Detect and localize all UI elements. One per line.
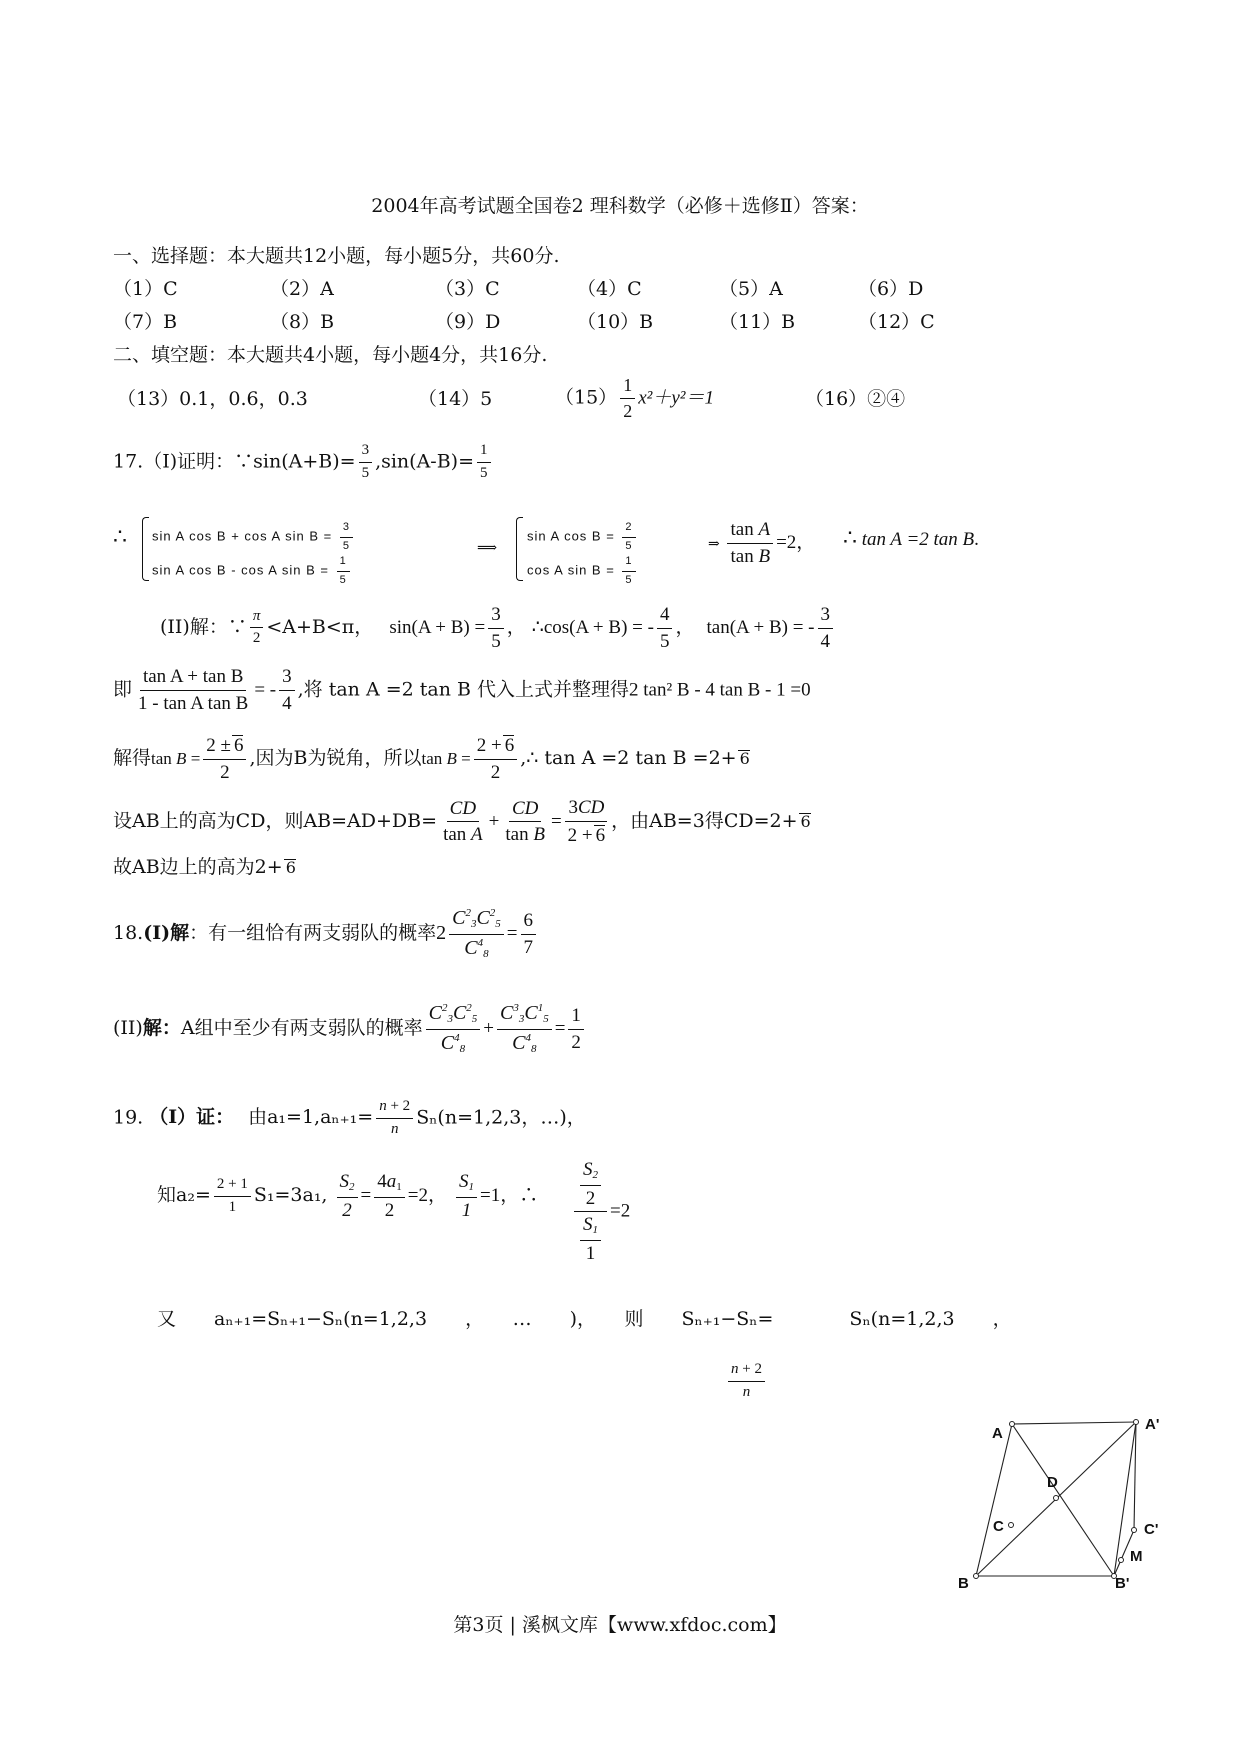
quadratic-equation: 2 tan² B - 4 tan B - 1 =0 [629, 679, 811, 701]
q17-part2-range: <A+B<π， [266, 615, 374, 638]
q18-part2: (II)解：A组中至少有两支弱队的概率 $\frac{C^2_3C^2_5}{C^4_8}$ + $\frac{C^3_3C^1_5}{C^4_8}$ = $\frac{1}{2}$ [113, 1003, 587, 1055]
conclusion-text: 故AB边上的高为2+ [113, 856, 283, 878]
ji-label: 即 [113, 678, 133, 701]
tan-ratio: ⇒ $\frac{\text{tan A}}{\text{tan B}}$ =2， [708, 519, 816, 567]
q18-number: 18. [113, 922, 144, 945]
q19-line3: 又 aₙ₊₁=Sₙ₊₁−Sₙ(n=1,2,3 ， … )， 则 Sₙ₊₁−Sₙ= Sₙ(n=1,2,3 ， [157, 1308, 1012, 1330]
solve-prefix: 解得 [113, 746, 152, 769]
q19-number: 19. [113, 1106, 144, 1129]
label-a1: A' [1145, 1416, 1160, 1433]
left-brace [142, 517, 149, 581]
sqrt-6: 6 [800, 811, 811, 831]
implies-arrow: ⟹ [477, 540, 498, 556]
q17-part2-prefix: (II)解：∵ [160, 615, 247, 638]
diagonal-a-b1 [1012, 1424, 1114, 1576]
q19-line2: 知a₂= $\frac{2 + 1}{1}$ S₁=3a₁, $\frac{S_2}{2}$ = $\frac{4a_1}{2}$ =2， $\frac{S_1}{1}$ =1，∴ [157, 1171, 539, 1221]
q19-line2-prefix: 知a₂= [157, 1184, 211, 1207]
q17-height-line: 设AB上的高为CD，则AB=AD+DB= $\frac{CD}{\text{tan A}}$ + $\frac{CD}{\text{tan B}}$ = $\frac{3CD}{2 + 6}$ ，由AB=3得CD=2+ 6 [113, 797, 811, 846]
q17-part2-line: (II)解：∵ $\frac{\pi}{2}$ <A+B<π， sin(A + B) = $\frac{3}{5}$ ， ∴cos(A + B) = - $\frac{4}{5}$ ， tan(A + B) = - $\frac{3}{4}$ [160, 605, 836, 652]
q18-part1-text: ：有一组恰有两支弱队的概率 [189, 922, 437, 945]
substitute-text: ,将 tan A =2 tan B 代入上式并整理得 [297, 678, 629, 701]
system2-row1-text: sin A cos B = [527, 528, 620, 544]
compound-fraction: $\frac{\frac{S_2}{2}}{\frac{S_1}{1}}$ =2 [571, 1160, 630, 1264]
sqrt-6: 6 [285, 858, 296, 877]
fill-answer-15-label: （15） [555, 386, 618, 409]
sin-expr: sin(A + B) = [389, 616, 486, 638]
left-brace [516, 517, 523, 581]
sqrt-6: 6 [595, 824, 606, 846]
answer-item: （8）B [270, 311, 335, 333]
q19-label: （I）证： [149, 1106, 235, 1129]
q17-line1-prefix: 17.（I)证明：∵sin(A+B)= [113, 450, 356, 473]
answer-item: （9）D [435, 311, 501, 333]
q18-part2-prefix: (II) [113, 1017, 143, 1040]
point-a [1010, 1422, 1015, 1427]
section1-heading: 一、选择题：本大题共12小题，每小题5分，共60分. [113, 245, 560, 267]
q17-conclusion [113, 858, 296, 877]
answer-item: （5）A [719, 278, 783, 300]
label-a: A [992, 1425, 1003, 1442]
edge-a-a1 [1012, 1422, 1136, 1424]
q17-result1: ∴ tan A =2 tan B. [843, 525, 979, 550]
edge-a-b [976, 1424, 1012, 1576]
system2-row1: sin A cos B = $\frac{2}{5}$ [527, 522, 639, 552]
answer-item: （4）C [577, 278, 642, 300]
q19-line1: 19. （I）证： 由a₁=1,aₙ₊₁= $\frac{n + 2}{n}$ Sₙ(n=1,2,3，…)， [113, 1098, 586, 1137]
system1-row1: sin A cos B + cos A sin B = $\frac{3}{5}$ [152, 522, 356, 552]
height-tail: ，由AB=3得CD=2+ [611, 809, 798, 832]
label-b1: B' [1115, 1575, 1130, 1592]
q19-line2-mid: S₁=3a₁, [253, 1184, 328, 1207]
page-title: 2004年高考试题全国卷2 理科数学（必修＋选修Ⅱ）答案： [371, 195, 869, 217]
tan-sum-numerator: tan A + tan B [140, 667, 246, 691]
height-prefix: 设AB上的高为CD，则AB=AD+DB= [113, 809, 438, 832]
point-a1 [1134, 1420, 1139, 1425]
point-d [1054, 1496, 1059, 1501]
q17-line1-mid: ,sin(A-B)= [375, 450, 475, 473]
system1-row1-text: sin A cos B + cos A sin B = [152, 528, 337, 544]
sqrt-6: 6 [233, 735, 244, 756]
point-m [1119, 1558, 1124, 1563]
section2-heading: 二、填空题：本大题共4小题，每小题4分，共16分. [113, 344, 548, 366]
fill-answer-16: （16）②④ [805, 388, 906, 410]
edge-a1-c1 [1134, 1422, 1136, 1530]
answer-item: （2）A [270, 278, 334, 300]
q19-line1-tail: Sₙ(n=1,2,3，…)， [416, 1106, 586, 1129]
therefore-symbol: ∴ [113, 525, 127, 550]
point-b [974, 1574, 979, 1579]
q19-fraction: $\frac{n + 2}{n}$ [725, 1362, 768, 1401]
answer-item: （10）B [577, 311, 654, 333]
system1-row2-text: sin A cos B - cos A sin B = [152, 562, 334, 578]
label-m: M [1130, 1548, 1143, 1565]
q19-line1-text: 由a₁=1,aₙ₊₁= [248, 1106, 374, 1129]
sqrt-6: 6 [739, 748, 750, 768]
point-c [1009, 1523, 1014, 1528]
fill-answer-14: （14）5 [418, 388, 493, 410]
system2-row2-text: cos A sin B = [527, 562, 620, 578]
system1-row2: sin A cos B - cos A sin B = $\frac{1}{5}$ [152, 556, 353, 586]
geometry-figure [950, 1410, 1190, 1595]
equals-negative: = - [254, 679, 277, 701]
label-b: B [958, 1575, 969, 1592]
q17-result1-text: tan A =2 tan B [861, 529, 975, 550]
q18-part2-text: A组中至少有两支弱队的概率 [180, 1017, 423, 1040]
page-footer: 第3页 | 溪枫文库【www.xfdoc.com】 [453, 1614, 787, 1636]
q17-tan-sum-line: 即 $\frac{\text{tan A + tan B}}{\text{1 - tan A tan B}}$ = - $\frac{3}{4}$ ,将 tan A =2 tan B 代入上式并整理得2 tan² B - 4 tan B - 1 =0 [113, 666, 811, 714]
q17-line1: 17.（I)证明：∵sin(A+B)= $\frac{3}{5}$ ,sin(A-B)= $\frac{1}{5}$ [113, 443, 494, 482]
answer-item: （12）C [858, 311, 935, 333]
answer-item: （11）B [719, 311, 796, 333]
answer-item: （1）C [113, 278, 178, 300]
answer-item: （3）C [435, 278, 500, 300]
q18-part1-label: (I)解 [143, 922, 190, 945]
q17-solve-line: 解得tan B = $\frac{2 \pm 6}{2}$ ,因为B为锐角，所以tan B = $\frac{2 + 6}{2}$ ,∴ tan A =2 tan B =2+ 6 [113, 735, 750, 783]
cos-expr: ∴cos(A + B) = - [531, 616, 654, 638]
answer-item: （7）B [113, 311, 178, 333]
fill-answer-13: （13）0.1，0.6，0.3 [117, 388, 308, 410]
solve-mid: ,因为B为锐角，所以 [249, 746, 422, 769]
sqrt-6: 6 [504, 735, 515, 756]
label-c1: C' [1144, 1521, 1159, 1538]
system2-row2: cos A sin B = $\frac{1}{5}$ [527, 556, 639, 586]
label-c: C [993, 1518, 1004, 1535]
q18-part1: 18.(I)解：有一组恰有两支弱队的概率2 $\frac{C^2_3C^2_5}{C^4_8}$ = $\frac{6}{7}$ [113, 908, 539, 960]
solve-tail: ,∴ tan A =2 tan B =2+ [520, 746, 737, 769]
fill-answer-15-expr: x²＋y²＝1 [638, 387, 714, 409]
tan-sum-denominator: 1 - tan A tan B [138, 692, 249, 714]
q18-part2-label: 解： [142, 1017, 181, 1040]
answer-item: （6）D [858, 278, 924, 300]
fill-answer-15: （15） $\frac{1}{2}$ x²＋y²＝1 [555, 375, 714, 421]
label-d: D [1047, 1474, 1058, 1491]
point-c1 [1132, 1528, 1137, 1533]
tan-expr: tan(A + B) = - [706, 616, 815, 638]
